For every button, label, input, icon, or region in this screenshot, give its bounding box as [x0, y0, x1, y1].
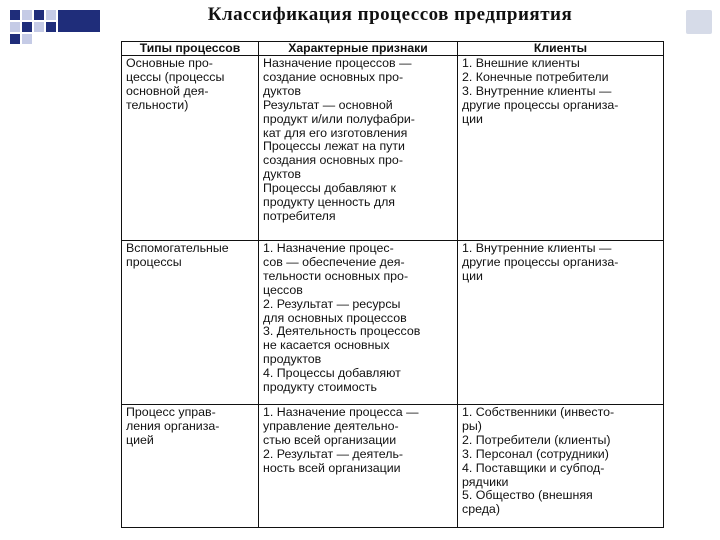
cell-line: стью всей организации [263, 432, 397, 447]
cell-line: среда) [462, 502, 500, 517]
cell-line: процессы [126, 254, 182, 269]
cell-line: Процесс управ- [126, 405, 216, 419]
cell-line: 1. Внешние клиенты [462, 56, 580, 70]
cell-clients [458, 241, 664, 405]
cell-line: 1. Назначение процесса — [263, 405, 419, 419]
decor-square [34, 22, 44, 32]
table-row [122, 405, 664, 528]
decor-square [10, 34, 20, 44]
cell-line: рядчики [462, 474, 509, 489]
decor-square [10, 10, 20, 20]
cell-line: ции [462, 111, 483, 126]
header-process-type: Типы процессов [122, 42, 259, 56]
decor-square [22, 22, 32, 32]
cell-line: кат для его изготовления [263, 125, 408, 140]
decor-square [46, 10, 56, 20]
cell-line: создание основных про- [263, 69, 404, 84]
decor-corner-square [686, 10, 712, 34]
cell-line: цией [126, 432, 154, 447]
header-features: Характерные признаки [259, 42, 458, 56]
cell-line: ность всей организации [263, 460, 401, 475]
cell-process-type [122, 405, 259, 528]
cell-line: 3. Персонал (сотрудники) [462, 446, 609, 461]
cell-features [259, 405, 458, 528]
cell-line: дуктов [263, 83, 301, 98]
cell-clients [458, 405, 664, 528]
cell-line: основной дея- [126, 83, 209, 98]
cell-line: продукту стоимость [263, 380, 377, 395]
cell-line: другие процессы организа- [462, 254, 619, 269]
cell-line: дуктов [263, 167, 301, 182]
cell-features [259, 56, 458, 241]
cell-line: 4. Процессы добавляют [263, 366, 401, 381]
cell-line: 3. Внутренние клиенты — [462, 83, 612, 98]
cell-line: продукту ценность для [263, 195, 396, 210]
cell-line: Процессы лежат на пути [263, 139, 405, 154]
cell-line: 2. Конечные потребители [462, 69, 609, 84]
cell-line: ления организа- [126, 418, 220, 433]
cell-line: 3. Деятельность процессов [263, 324, 421, 339]
decor-square [34, 10, 44, 20]
decor-square [58, 10, 100, 32]
cell-line: 2. Результат — деятель- [263, 446, 404, 461]
table-row [122, 56, 664, 241]
cell-line: 2. Потребители (клиенты) [462, 432, 611, 447]
table-header-row [122, 42, 664, 56]
cell-line: цессы (процессы [126, 69, 225, 84]
cell-line: для основных процессов [263, 310, 407, 325]
cell-line: 1. Собственники (инвесто- [462, 405, 615, 419]
cell-line: 5. Общество (внешняя [462, 488, 593, 503]
cell-line: 2. Результат — ресурсы [263, 296, 401, 311]
decor-square [22, 10, 32, 20]
cell-line: ции [462, 268, 483, 283]
cell-line: 1. Назначение процес- [263, 241, 394, 255]
cell-line: 4. Поставщики и субпод- [462, 460, 605, 475]
cell-process-type [122, 241, 259, 405]
cell-line: тельности основных про- [263, 268, 409, 283]
process-classification-table [121, 41, 664, 528]
decor-square [10, 22, 20, 32]
cell-line: цессов [263, 282, 303, 297]
cell-line: управление деятельно- [263, 418, 399, 433]
cell-line: Назначение процессов — [263, 56, 412, 70]
cell-features [259, 241, 458, 405]
decor-square [22, 34, 32, 44]
cell-line: не касается основных [263, 338, 390, 353]
slide-title: Классификация процессов предприятия [207, 4, 573, 25]
cell-line: потребителя [263, 208, 336, 223]
cell-line: Процессы добавляют к [263, 181, 396, 196]
cell-line: другие процессы организа- [462, 97, 619, 112]
decor-square [46, 22, 56, 32]
cell-line: сов — обеспечение дея- [263, 254, 405, 269]
cell-line: Результат — основной [263, 97, 393, 112]
cell-line: 1. Внутренние клиенты — [462, 241, 612, 255]
cell-line: Основные про- [126, 56, 213, 70]
cell-clients [458, 56, 664, 241]
cell-process-type [122, 56, 259, 241]
cell-line: продукт и/или полуфабри- [263, 111, 415, 126]
cell-line: создания основных про- [263, 153, 403, 168]
cell-line: ры) [462, 418, 482, 433]
table-row [122, 241, 664, 405]
header-clients: Клиенты [458, 42, 664, 56]
cell-line: тельности) [126, 97, 189, 112]
cell-line: продуктов [263, 352, 322, 367]
cell-line: Вспомогательные [126, 241, 229, 255]
